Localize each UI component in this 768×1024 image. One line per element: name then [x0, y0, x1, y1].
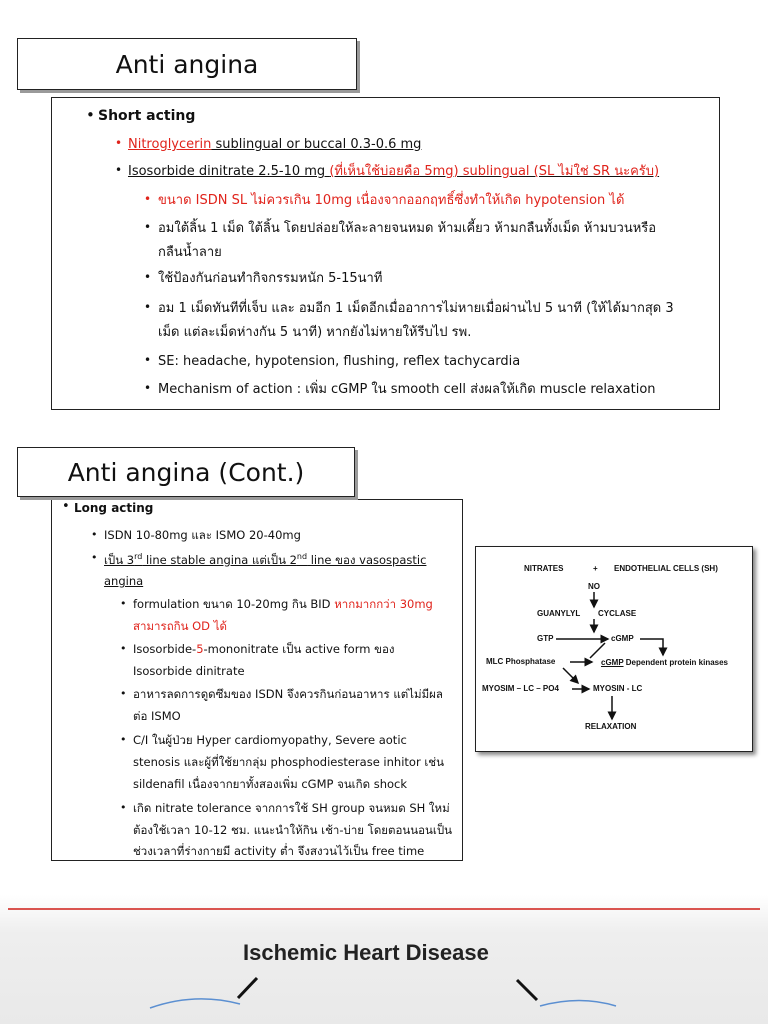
bullet-dot: • [144, 300, 152, 314]
arrow-phosphatase-to-myosin [563, 668, 578, 683]
bullet-dot: • [120, 801, 127, 814]
isdn-dose-warning: ขนาด ISDN SL ไม่ควรเกิน 10mg เนื่องจากออกฤทธิ์ซึ่งทำให้เกิด hypotension ได้ [158, 193, 625, 208]
arrow-cgmp-to-protein-kinase [640, 639, 663, 655]
slide1-title: Anti angina [17, 38, 357, 90]
bullet-dot: • [115, 163, 123, 177]
diagram-endothelial-cells: ENDOTHELIAL CELLS (SH) [614, 564, 718, 573]
short-acting-heading: Short acting [98, 108, 196, 124]
bullet-dot: • [144, 353, 152, 367]
sublingual-instruction-line2: กลืนน้ำลาย [158, 245, 222, 260]
diagram-guanylyl: GUANYLYL [537, 609, 581, 618]
diagram-myosin-lc: MYOSIN - LC [593, 684, 643, 693]
mechanism-of-action: Mechanism of action : เพิ่ม cGMP ใน smooth cell ส่งผลให้เกิด muscle relaxation [158, 382, 656, 397]
bullet-dot: • [115, 136, 123, 150]
dosing-instruction-line1: อม 1 เม็ดทันทีที่เจ็บ และ อมอีก 1 เม็ดอีกเมื่ออาการไม่หายเมื่อผ่านไป 5 นาที (ให้ได้มากสุด 3 [158, 301, 674, 316]
bullet-dot: • [120, 597, 127, 610]
diagram-mlc-phosphatase: MLC Phosphatase [486, 657, 556, 666]
side-effects: SE: headache, hypotension, flushing, reflex tachycardia [158, 354, 521, 369]
diagram-cyclase: CYCLASE [598, 609, 637, 618]
bullet-dot: • [91, 528, 98, 541]
indication-line1: เป็น 3rd line stable angina แต่เป็น 2nd line ของ vasospastic [104, 552, 427, 567]
bullet-dot: • [86, 106, 95, 124]
bullet-dot: • [120, 733, 127, 746]
nitroglycerin-item: Nitroglycerin sublingual or buccal 0.3-0.6 mg [128, 137, 422, 152]
bullet-dot: • [91, 551, 98, 564]
diagram-relaxation: RELAXATION [585, 722, 637, 731]
contraindication-line1: C/I ในผู้ป่วย Hyper cardiomyopathy, Severe aotic [133, 733, 407, 747]
tolerance-line1: เกิด nitrate tolerance จากการใช้ SH group จนหมด SH ใหม่ [133, 801, 450, 815]
arrow-cgmp-to-mlc [590, 643, 605, 658]
long-acting-heading: Long acting [74, 501, 154, 515]
slide2-title: Anti angina (Cont.) [17, 447, 355, 497]
indication-line2: angina [104, 574, 144, 588]
diagram-cgmp: cGMP [611, 634, 634, 643]
contraindication-line2: stenosis และผู้ที่ใช้ยากลุ่ม phosphodiesterase inhitor เช่น [133, 755, 444, 769]
diagram-no: NO [588, 582, 600, 591]
footer-red-line [8, 908, 760, 910]
footer-decorations [0, 970, 768, 1024]
formulation-line1: formulation ขนาด 10-20mg กิน BID หากมากกว่า 30mg [133, 597, 433, 611]
diagram-plus: + [593, 564, 598, 573]
tolerance-line3: ช่วงเวลาที่ร่างกายมี activity ต่ำ จึงสงวนไว้เป็น free time [133, 844, 425, 858]
ismo-line1: Isosorbide-5-mononitrate เป็น active form ของ [133, 642, 395, 656]
bullet-dot: • [144, 220, 152, 234]
dosing-instruction-line2: เม็ด แต่ละเม็ดห่างกัน 5 นาที) หากยังไม่หายให้รีบไป รพ. [158, 325, 472, 340]
prevention-instruction: ใช้ป้องกันก่อนทำกิจกรรมหนัก 5-15นาที [158, 271, 383, 286]
footer-title: Ischemic Heart Disease [243, 940, 489, 965]
bullet-dot: • [120, 687, 127, 700]
diagram-gtp: GTP [537, 634, 554, 643]
sublingual-instruction-line1: อมใต้ลิ้น 1 เม็ด ใต้ลิ้น โดยปล่อยให้ละลายจนหมด ห้ามเคี้ยว ห้ามกลืนทั้งเม็ด ห้ามบวนหรือ [158, 221, 657, 236]
diagram-nitrates: NITRATES [524, 564, 564, 573]
ismo-line2: Isosorbide dinitrate [133, 664, 245, 678]
food-effect-line2: ต่อ ISMO [133, 709, 181, 723]
diagram-protein-kinases: cGMP Dependent protein kinases [601, 658, 728, 667]
food-effect-line1: อาหารลดการดูดซึมของ ISDN จึงควรกินก่อนอาหาร แต่ไม่มีผล [133, 687, 443, 701]
bullet-dot: • [144, 381, 152, 395]
bullet-dot: • [144, 192, 152, 206]
tolerance-line2: ต้องใช้เวลา 10-12 ชม. แนะนำให้กิน เช้า-บ่าย โดยตอนนอนเป็น [133, 823, 453, 837]
isosorbide-dinitrate-item: Isosorbide dinitrate 2.5-10 mg (ที่เห็นใช้บ่อยคือ 5mg) sublingual (SL ไม่ใช่ SR นะครับ) [128, 164, 660, 179]
bullet-dot: • [120, 642, 127, 655]
long-acting-dose: ISDN 10-80mg และ ISMO 20-40mg [104, 528, 301, 542]
bullet-dot: • [62, 499, 70, 514]
contraindication-line3: sildenafil เนื่องจากยาทั้งสองเพิ่ม cGMP จนเกิด shock [133, 777, 408, 791]
bullet-dot: • [144, 270, 152, 284]
formulation-line2: สามารถกิน OD ได้ [133, 619, 227, 633]
diagram-myosin-lc-po4: MYOSIM – LC – PO4 [482, 684, 559, 693]
